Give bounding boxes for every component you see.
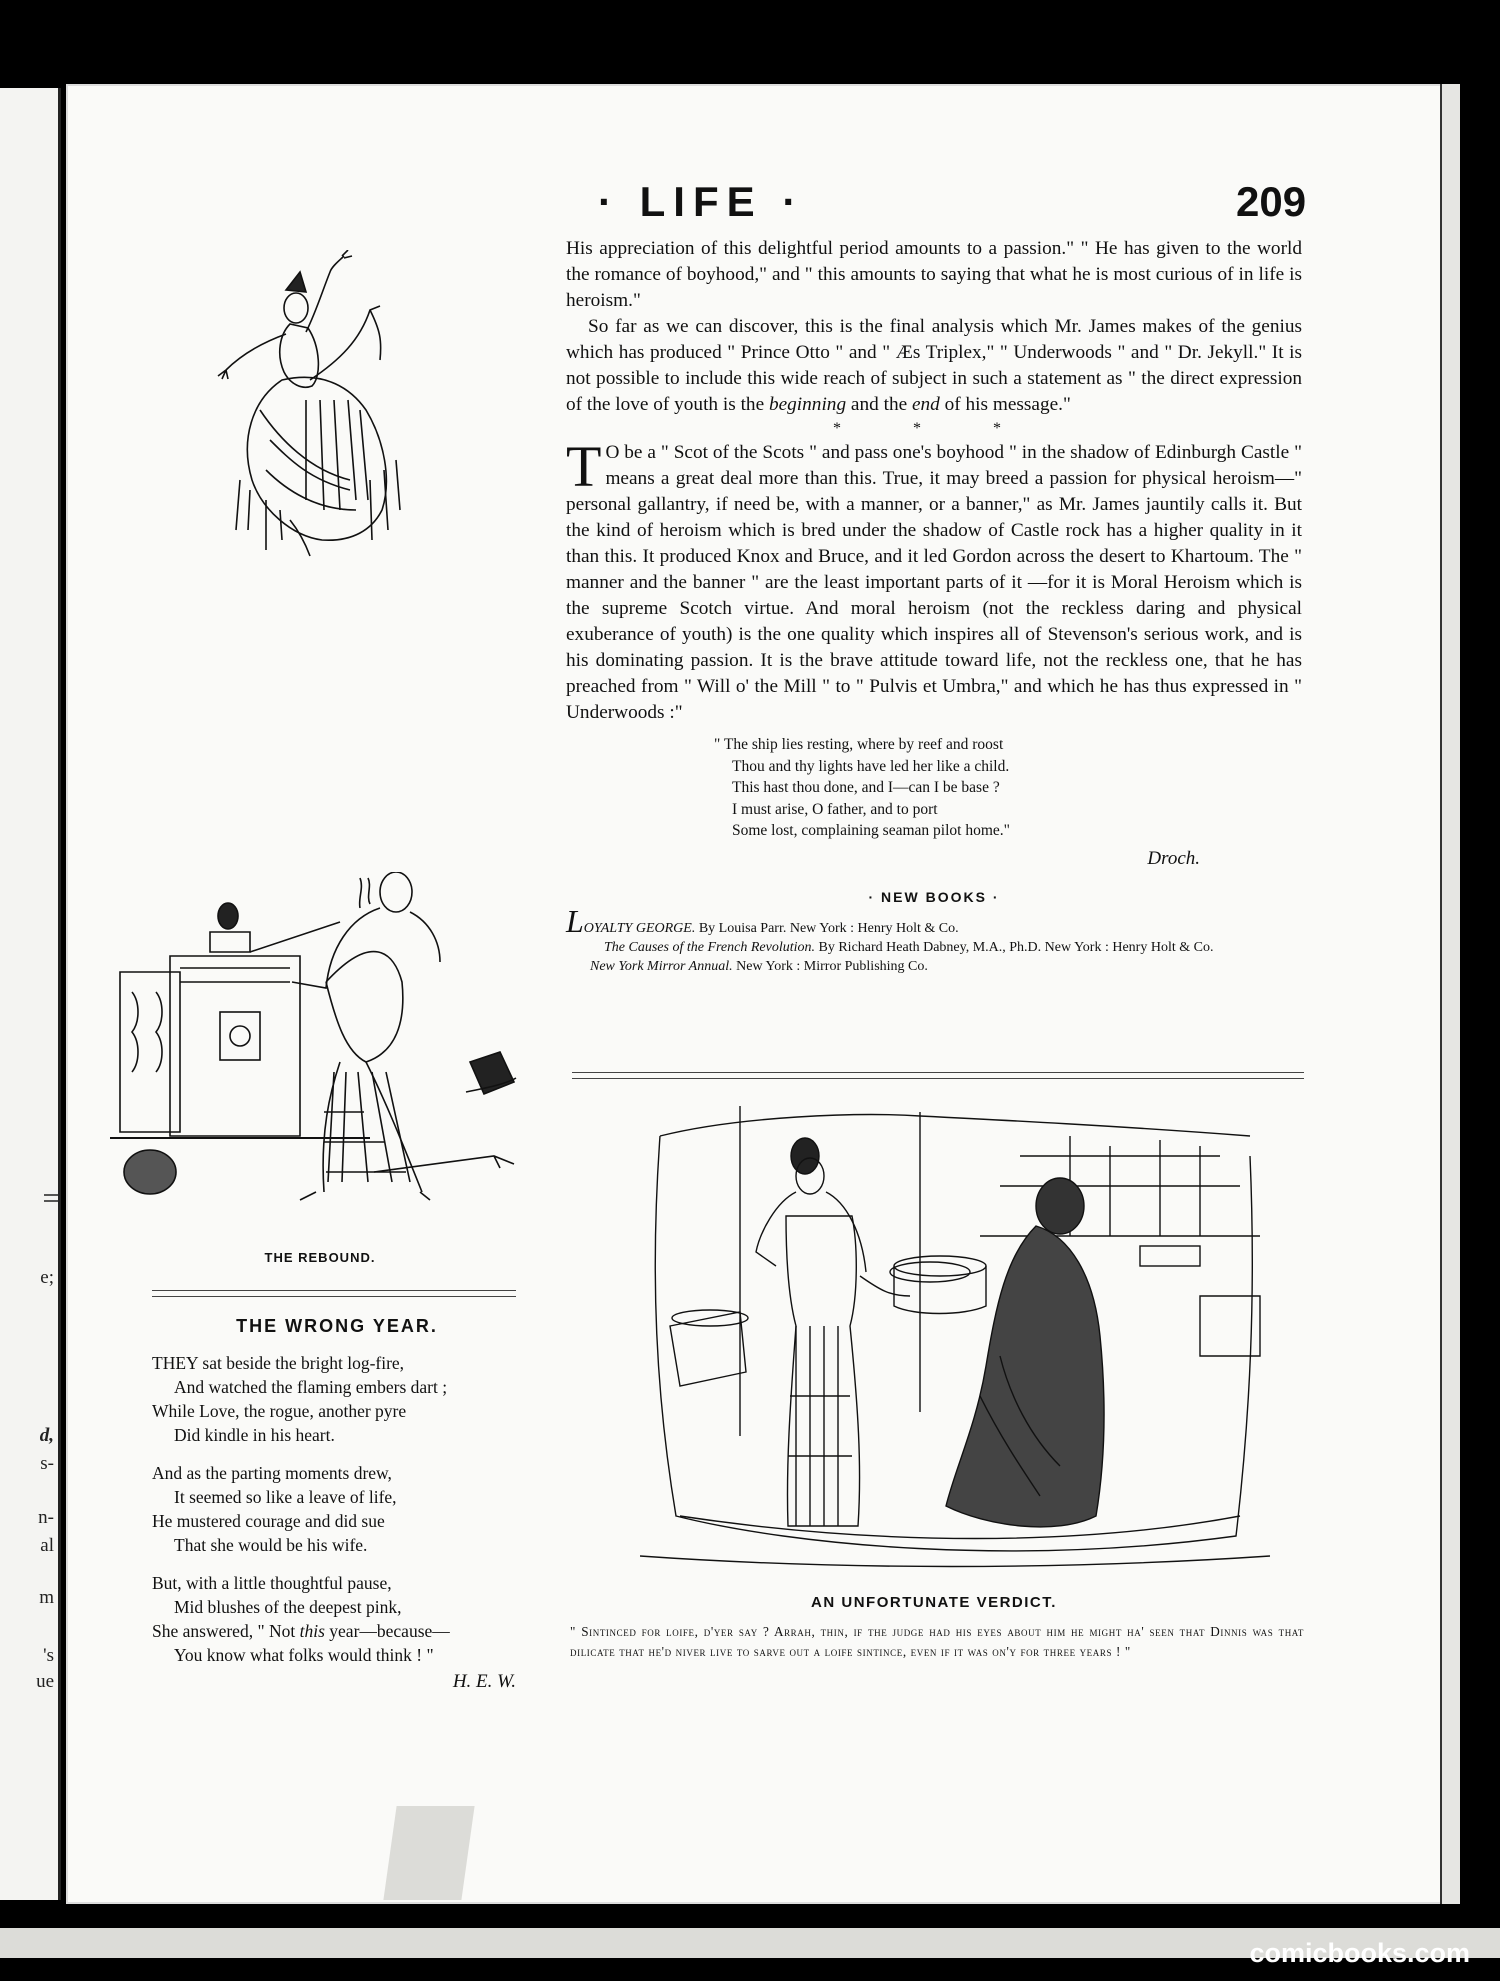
poem-line: It seemed so like a leave of life,: [174, 1487, 397, 1507]
book-details: By Richard Heath Dabney, M.A., Ph.D. New York : Henry Holt & Co.: [818, 939, 1214, 955]
margin-fragment: m: [39, 1587, 54, 1608]
facing-page-edge: [0, 88, 61, 1900]
verdict-title: AN UNFORTUNATE VERDICT.: [811, 1594, 1057, 1611]
wrong-year-poem: [152, 1316, 522, 1693]
article-emphasis: beginning: [768, 394, 847, 415]
book-title: OYALTY GEORGE.: [583, 920, 696, 936]
article-text: O be a " Scot of the Scots " and pass one's boyhood " in the shadow of Edinburgh Castle " means a great deal more than this. True, it may breed a passion for physical heroism—" personal gallantry, if need be, with a manner, or a banner," as Mr. James jauntily calls it. But the kind of heroism which is bred under the shadow of Castle rock has a higher quality in it than this. It produced Knox and Bruce, and it led Gordon across the desert to Khartoum. The " manner and the banner " are the least important parts of it —for it is Moral Heroism which is the supreme Scotch virtue. And moral heroism (not the reckless daring and physical exuberance of youth) is the one quality which inspires all of Stevenson's serious work, and is his dominating passion. It is the brave attitude toward life, not the reckless one, that he has preached from " Will o' the Mill " to " Pulvis et Umbra," and which he has thus expressed in " Underwoods :": [566, 442, 1302, 723]
book-initial: L: [566, 902, 584, 939]
margin-fragment: e;: [40, 1267, 54, 1288]
dancing-woman-illustration: [170, 250, 440, 560]
poem-line: Mid blushes of the deepest pink,: [174, 1597, 402, 1617]
poem-line: THEY sat beside the bright log-fire,: [152, 1353, 405, 1373]
margin-fragment: n-: [38, 1507, 54, 1528]
poem-stanza: [152, 1351, 522, 1447]
author-signature: Droch.: [1147, 847, 1200, 869]
margin-fragment: s-: [40, 1453, 54, 1474]
poem-line: [152, 1619, 522, 1643]
margin-fragment: d,: [39, 1425, 54, 1446]
verse-line: I must arise, O father, and to port: [732, 800, 938, 818]
book-title: The Causes of the French Revolution.: [604, 939, 815, 955]
drop-cap: T: [566, 434, 602, 499]
book-title: New York Mirror Annual.: [590, 958, 733, 974]
new-books-heading: · NEW BOOKS ·: [868, 888, 1000, 905]
margin-rule: [44, 1200, 58, 1202]
verse-line: This hast thou done, and I—can I be base ?: [732, 779, 1000, 796]
quoted-verse: [714, 734, 1302, 842]
paper-smudge: [383, 1806, 474, 1900]
margin-rule: [44, 1194, 58, 1196]
poem-line: While Love, the rogue, another pyre: [152, 1401, 407, 1421]
new-books-list: [566, 902, 1302, 976]
poem-line: That she would be his wife.: [174, 1535, 368, 1555]
divider: [152, 1290, 516, 1297]
kitchen-scene-illustration: [640, 1096, 1280, 1572]
rebound-caption: THE REBOUND.: [264, 1250, 376, 1265]
masthead: · LIFE ·: [598, 178, 805, 225]
book-item: [566, 938, 1302, 957]
verse-line: Some lost, complaining seaman pilot home.": [732, 822, 1010, 839]
section-break-stars: * * *: [833, 420, 1035, 437]
poem-line: Did kindle in his heart.: [174, 1425, 335, 1445]
poem-line: And as the parting moments drew,: [152, 1463, 392, 1483]
article-text: of his message.": [944, 394, 1071, 415]
article-text: and the: [850, 394, 908, 415]
article-column: [566, 236, 1302, 976]
poem-stanza: [152, 1461, 522, 1557]
rebound-illustration: [110, 872, 530, 1232]
poem-stanza: [152, 1571, 522, 1667]
poem-text: year—because—: [329, 1621, 450, 1641]
book-item: [590, 957, 1302, 976]
poem-signature: H. E. W.: [452, 1671, 516, 1692]
margin-fragment: al: [40, 1535, 54, 1556]
site-watermark: comicbooks.com: [1249, 1938, 1470, 1968]
book-item: [566, 902, 1302, 939]
book-details: By Louisa Parr. New York : Henry Holt & Co.: [698, 920, 959, 936]
poem-line: But, with a little thoughtful pause,: [152, 1573, 392, 1593]
verdict-caption: " Sintinced for loife, d'yer say ? Arrah, thin, if the judge had his eyes about him he might ha' seen that Dinnis was that dilicate that he'd niver live to sarve out a loife sintince, even if it was on'y for three years ! ": [570, 1624, 1304, 1659]
article-paragraph: [566, 314, 1302, 418]
margin-fragment: 's: [43, 1645, 54, 1666]
verse-line: Thou and thy lights have led her like a child.: [732, 757, 1010, 775]
article-paragraph: [566, 434, 1302, 726]
poem-text: She answered, " Not: [152, 1621, 296, 1641]
margin-fragment: ue: [36, 1671, 54, 1692]
poem-line: You know what folks would think ! ": [174, 1645, 434, 1665]
poem-title: THE WRONG YEAR.: [236, 1316, 438, 1336]
article-text: So far as we can discover, this is the final analysis which Mr. James makes of the genius which has produced " Prince Otto " and " Æs Triplex," " Underwoods " and " Dr. Jekyll." It is not possible to include this wide reach of subject in such a statement as " the direct expression of the love of youth is the: [566, 316, 1302, 415]
divider: [572, 1072, 1304, 1079]
page-edge: [1440, 84, 1460, 1904]
poem-emphasis: this: [299, 1621, 325, 1641]
article-emphasis: end: [911, 394, 940, 415]
book-details: New York : Mirror Publishing Co.: [736, 958, 928, 974]
poem-line: He mustered courage and did sue: [152, 1511, 385, 1531]
page-number: 209: [1236, 178, 1307, 225]
poem-line: And watched the flaming embers dart ;: [174, 1377, 448, 1397]
article-paragraph: His appreciation of this delightful period amounts to a passion." " He has given to the world the romance of boyhood," and " this amounts to saying that what he is most curious of in life is heroism.": [566, 238, 1302, 311]
verse-line: " The ship lies resting, where by reef and roost: [714, 736, 1004, 753]
